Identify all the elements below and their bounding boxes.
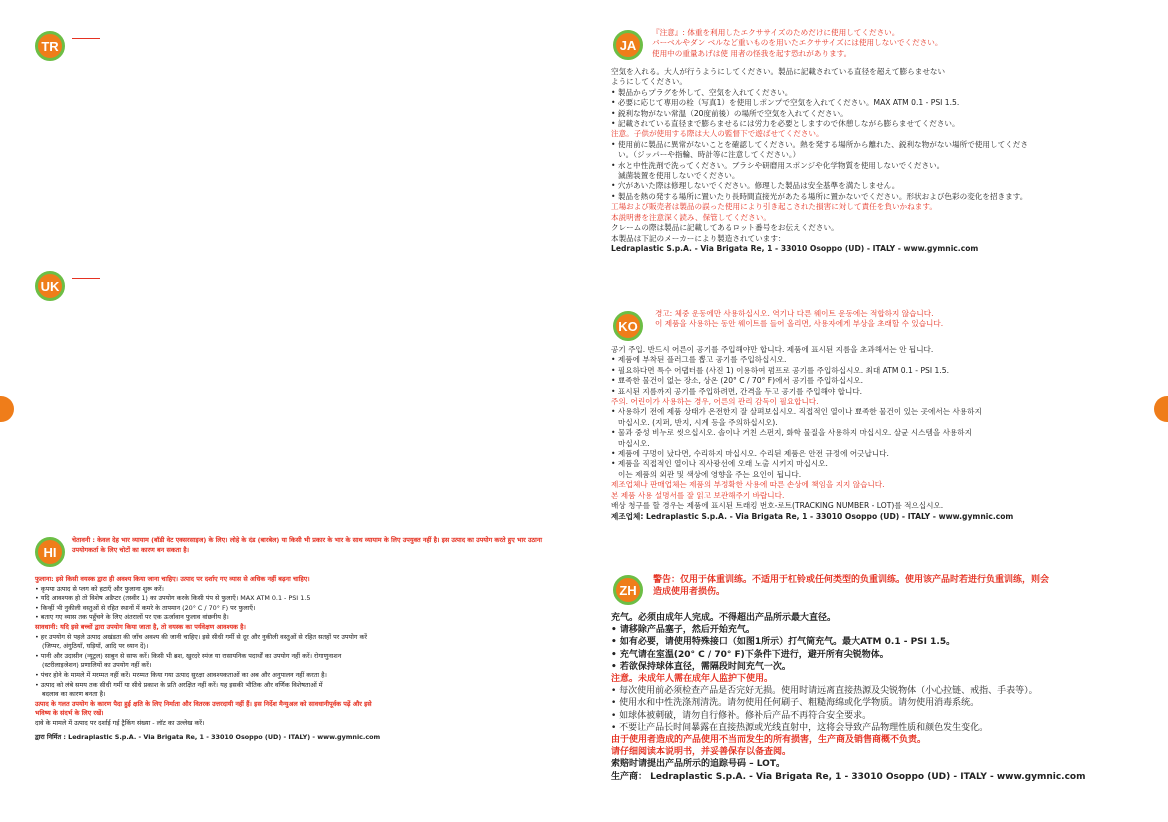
japanese-instructions [611, 67, 1146, 254]
ko-line: • 물과 중성 비누로 씻으십시오. 솔이나 거친 스펀지, 화학 물질을 사용하지 마십시오. 살균 시스템을 사용하지 [611, 428, 972, 438]
language-badge-tr: TR [35, 31, 65, 61]
zh-warn-line: 造成使用者损伤。 [653, 587, 726, 598]
ja-line: ようにしてください。 [611, 77, 687, 87]
hi-line: • पानी और उदासीन (न्यूट्रल) साबुन से साफ करें। किसी भी ब्रश, खुरदरे स्पंज या रासायनिक पदार्थों का उपयोग नहीं करें। रोगाणुनाशन [35, 651, 342, 660]
ko-line: • 제품에 부착된 플러그를 뽑고 공기를 주입하십시오. [611, 355, 787, 365]
ko-line: • 뾰족한 물건이 없는 장소, 상온 (20° C / 70° F)에서 공기를 주입하십시오. [611, 376, 864, 386]
ja-line: 注意。子供が使用する際は大人の監督下で遊ばせてください。 [611, 129, 824, 139]
ko-line: • 필요하다면 특수 어댑터를 (사진 1) 이용하여 펌프로 공기를 주입하십시오. 최대 ATM 0.1 - PSI 1.5. [611, 365, 949, 375]
zh-line: • 每次使用前必须检查产品是否完好无损。使用时请远离直接热源及尖锐物体（小心拉链、戒指、手表等）。 [611, 686, 1038, 697]
ja-line: 本説明書を注意深く読み、保管してください。 [611, 212, 771, 222]
ko-line: 마십시오. [618, 438, 650, 448]
hi-line: (स्टरीलाइजेशन) प्रणालियों का उपयोग नहीं करें। [42, 661, 152, 670]
hi-line: • यदि आवश्यक हो तो विशेष अडैप्टर (तस्वीर 1) का उपयोग करके किसी पंप से फुलाएँ। MAX ATM 0.1 - PSI 1.5 [35, 594, 311, 603]
hi-line: • बताए गए व्यास तक पहुँचने के लिए अंतरालों पर एक ऊर्जावान फुलाव वांछनीय है। [35, 613, 229, 622]
hi-line: • किन्हीं भी नुकीली वस्तुओं से रहित स्थानों में कमरे के तापमान (20° C / 70° F) पर फुलाएँ। [35, 603, 256, 612]
zh-line: 索赔时请提出产品所示的追踪号码 – LOT。 [611, 759, 785, 770]
hi-line: (जिप्पर, अंगुठियाँ, घड़ियाँ, आदि पर ध्यान दें)। [42, 642, 149, 651]
hi-line: उत्पाद के गलत उपयोग के कारण पैदा हुई क्षति के लिए निर्माता और वितरक उत्तरदायी नहीं हैं। इस निर्देश मैन्युअल को सावधानीपूर्वक पढ़ें और इसे [35, 699, 372, 708]
ko-line: 마십시오. (지퍼, 반지, 시계 등을 주의하십시오). [618, 417, 778, 427]
ko-line: 공기 주입. 반드시 어른이 공기를 주입해야만 합니다. 제품에 표시된 지름을 초과해서는 안 됩니다. [611, 345, 934, 354]
zh-line: • 如球体被刺破，请勿自行修补。修补后产品不再符合安全要求。 [611, 710, 872, 721]
right-page-tab [1154, 396, 1168, 422]
ko-line: 이는 제품의 외관 및 색상에 영향을 주는 요인이 됩니다. [618, 469, 802, 479]
zh-line: • 充气请在室温(20° C / 70° F)下条件下进行，避开所有尖锐物体。 [611, 649, 889, 660]
ko-warn-line: 경고: 체중 운동에만 사용하십시오. 역기나 다른 웨이트 운동에는 적합하지 않습니다. [655, 309, 934, 318]
ko-line: • 사용하기 전에 제품 상태가 온전한지 잘 살펴보십시오. 직접적인 열이나 뾰족한 물건이 있는 곳에서는 사용하지 [611, 407, 982, 417]
ko-manufacturer: 제조업체: Ledraplastic S.p.A. - Via Brigata Re, 1 - 33010 Osoppo (UD) - ITALY - www.gymnic.com [611, 511, 1014, 521]
ja-line: • 穴があいた際は修理しないでください。修理した製品は安全基準を満たしません。 [611, 181, 900, 191]
zh-line: • 使用水和中性洗涤剂清洗。请勿使用任何刷子、粗糙海绵或化学物质。请勿使用消毒系统。 [611, 698, 980, 709]
ja-line: • 使用前に製品に異常がないことを確認してください。熱を発する場所から離れた、鋭利な物がない場所で使用してくださ [611, 139, 1028, 149]
ja-line: 本製品は下記のメーカーにより製造されています： [611, 233, 786, 243]
ko-warn-line: 이 제품을 사용하는 동안 웨이트를 들어 올리면, 사용자에게 부상을 초래할 수 있습니다. [655, 319, 944, 329]
hi-line: • कृपया उत्पाद से प्लग को हटाएँ और फुलाना शुरू करें। [35, 584, 164, 593]
hindi-warning [72, 536, 542, 555]
zh-line: • 不要让产品长时间暴露在直接热源或光线直射中，这将会导致产品物理性质和颜色发生变化。 [611, 722, 989, 733]
zh-line: • 若欲保持球体直径，需隔段时间充气一次。 [611, 661, 791, 672]
japanese-warning [652, 28, 1132, 59]
zh-line: 请仔细阅读本说明书，并妥善保存以备查阅。 [611, 747, 792, 758]
language-badge-ja: JA [613, 30, 643, 60]
zh-warn-line: 警告：仅用于体重训练。不适用于杠铃或任何类型的负重训练。使用该产品时若进行负重训练，则会 [653, 575, 1050, 585]
zh-line: 注意。未成年人需在成年人监护下使用。 [611, 674, 774, 685]
hindi-warning-text: चेतावनी : केवल देह भार व्यायाम (बॉडी वेट एक्सरसाइज) के लिए। लोहे के दंड (बारबेल) या किसी भी प्रकार के भार के साथ व्यायाम के लिए उपयुक्त नहीं है। इस उत्पाद का उपयोग करते हुए भार उठाना उपयोगकर्ता के लिए चोटों का कारण बन सकता है। [72, 536, 543, 554]
chinese-instructions [611, 612, 1151, 783]
ja-warn-line: 使用中の重量あげは使 用者の怪我を起す恐れがあります。 [652, 48, 852, 58]
language-badge-hi: HI [35, 537, 65, 567]
language-badge-ko: KO [613, 311, 643, 341]
hi-line: सावधानी: यदि इसे बच्चों द्वारा उपयोग किया जाता है, तो वयस्क का पर्यवेक्षण आवश्यक है। [35, 622, 246, 631]
left-page-tab [0, 396, 14, 422]
ja-manufacturer: Ledraplastic S.p.A. - Via Brigata Re, 1 - 33010 Osoppo (UD) - ITALY - www.gymnic.com [611, 243, 979, 253]
hi-line: • उत्पाद को लंबे समय तक सीधी गर्मी या सीधे प्रकाश के प्रति अरक्षित नहीं करें। यह इसकी भौतिक और वर्णिक विशेषताओं में [35, 680, 323, 689]
ko-line: • 제품에 구멍이 났다면, 수리하지 마십시오. 수리된 제품은 안전 규정에 어긋납니다. [611, 449, 889, 459]
zh-manufacturer: 生产商： Ledraplastic S.p.A. - Via Brigata Re, 1 - 33010 Osoppo (UD) - ITALY - www.gymnic.com [611, 771, 1086, 782]
zh-line: • 如有必要，请使用特殊接口（如图1所示）打气筒充气。最大ATM 0.1 - PSI 1.5。 [611, 637, 956, 648]
ko-line: 주의. 어린이가 사용하는 경우, 어른의 관리 감독이 필요합니다. [611, 397, 819, 407]
ja-line: • 製品を熱の発する場所に置いたり長時間直接光があたる場所に置かないでください。形状および色彩の変化を招きます。 [611, 191, 1028, 201]
ja-line: 空気を入れる。大人が行うようにしてください。製品に記載されている直径を超えて膨らませない [611, 67, 946, 76]
ja-warn-line: 『注意』: 体重を利用したエクササイズのためだけに使用してください。 [652, 28, 900, 37]
korean-instructions [611, 345, 1146, 522]
ko-line: 본 제품 사용 설명서를 잘 읽고 보관해주기 바랍니다. [611, 490, 785, 500]
language-badge-uk: UK [35, 271, 65, 301]
hi-manufacturer: द्वारा निर्मित : Ledraplastic S.p.A. - Via Brigata Re, 1 - 33010 Osoppo (UD) - ITALY) - www.gymnic.com [35, 732, 381, 741]
language-badge-zh: ZH [613, 575, 643, 605]
hi-line: • पंचर होने के मामले में मरम्मत नहीं करें। मरम्मत किया गया उत्पाद सुरक्षा आवश्यकताओं का अब और अनुपालन नहीं करता है। [35, 670, 327, 679]
hi-line: • हर उपयोग से पहले उत्पाद अखंडता की जाँच अवश्य की जानी चाहिए। इसे सीधी गर्मी से दूर और नुकीली वस्तुओं से रहित सतहों पर उपयोग करें [35, 632, 368, 641]
ja-line: • 記載されている直径まで膨らませるには労力を必要としますので休憩しながら膨らませてください。 [611, 119, 960, 129]
hi-line: फुलाना: इसे किसी वयस्क द्वारा ही अवश्य किया जाना चाहिए। उत्पाद पर दर्शाए गए व्यास से अधिक नहीं बढ़ना चाहिए। [35, 575, 310, 583]
ko-line: 배상 청구를 할 경우는 제품에 표시된 트래킹 번호-로트(TRACKING NUMBER - LOT)를 적으십시오. [611, 501, 944, 511]
ja-line: • 製品からプラグを外して、空気を入れてください。 [611, 87, 793, 97]
ja-line: • 鋭利な物がない常温（20度前後）の場所で空気を入れてください。 [611, 108, 848, 118]
ko-line: • 제품을 직접적인 열이나 직사광선에 오래 노출 시키지 마십시오. [611, 459, 828, 469]
ja-line: • 水と中性洗剤で洗ってください。ブラシや研磨用スポンジや化学物質を使用しないでください。 [611, 160, 945, 170]
hi-line: भविष्य के संदर्भ के लिए रखें। [35, 709, 104, 718]
zh-line: • 请移除产品塞子，然后开始充气。 [611, 625, 755, 636]
tr-divider [72, 38, 100, 39]
hi-line: दावे के मामले में उत्पाद पर दर्शाई गई ट्रैकिंग संख्या - लॉट का उल्लेख करें। [35, 718, 205, 727]
ja-warn-line: バーベルやダン ベルなど重いものを用いたエクササイズには使用しないでください。 [652, 38, 943, 48]
zh-line: 由于使用者造成的产品使用不当而发生的所有损害，生产商及销售商概不负责。 [611, 735, 927, 746]
ja-line: • 必要に応じて専用の栓（写真1）を使用しポンプで空気を入れてください。MAX ATM 0.1 - PSI 1.5. [611, 98, 960, 108]
ja-line: クレームの際は製品に記載してあるロット番号をお伝えください。 [611, 223, 839, 233]
korean-warning [655, 309, 1135, 330]
chinese-warning [653, 574, 1143, 598]
zh-line: 充气。必须由成年人完成。不得超出产品所示最大直径。 [611, 613, 837, 623]
ja-line: 工場および販売者は製品の誤った使用により引き起こされた損害に対して責任を負いかねます。 [611, 202, 937, 212]
ja-line: い。（ジッパーや指輪、時計等に注意してください。） [618, 150, 801, 160]
ko-line: 제조업체나 판매업체는 제품의 부정확한 사용에 따른 손상에 책임을 지지 않습니다. [611, 480, 885, 490]
hindi-instructions [35, 575, 555, 742]
ko-line: • 표시된 지름까지 공기를 주입하려면, 간격을 두고 공기를 주입해야 합니다. [611, 386, 863, 396]
ja-line: 滅菌装置を使用しないでください。 [618, 171, 740, 181]
uk-divider [72, 278, 100, 279]
hi-line: बदलाव का कारण बनता है। [42, 690, 106, 699]
